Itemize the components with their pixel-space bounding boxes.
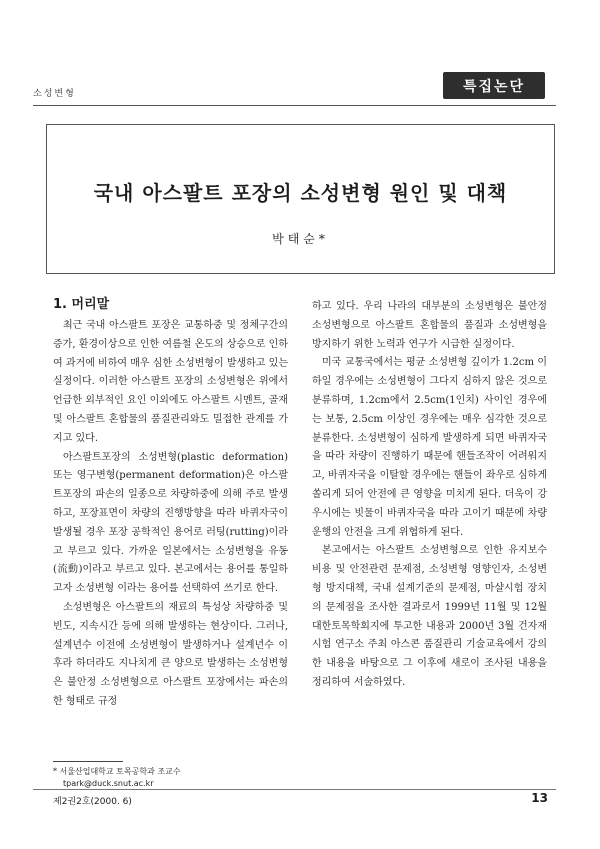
header-rule <box>33 105 556 106</box>
footnote-email: tpark@duck.snut.ac.kr <box>63 779 154 788</box>
body-paragraph: 소성변형은 아스팔트의 재료의 특성상 차량하중 및 빈도, 지속시간 등에 의해 발생하는 현상이다. 그러나, 설계년수 이전에 소성변형이 발생하거나 설계년수 이후라 하더라도 지나치게 큰 양으로 발생하는 소성변형은 불안정 소성변형으로 아스팔트 포장에서는 파손의 한 형태로 규정 <box>53 601 288 707</box>
body-paragraph: 본고에서는 아스팔트 소성변형으로 인한 유지보수 비용 및 안전관련 문제점, 소성변형 영향인자, 소성변형 방지대책, 국내 설계기준의 문제점, 마샬시험 장치의 문제점을 조사한 결과로서 1999년 11월 및 12월 대한토목학회지에 투고한 내용과 2000년 3월 건자재시험 연구소 주최 아스콘 품질관리 기술교육에서 강의한 내용을 바탕으로 그 이후에 새로이 조사된 내용을 정리하여 서술하였다. <box>312 545 547 688</box>
footer-rule <box>33 789 556 790</box>
running-head: 소성변형 <box>33 89 76 99</box>
article-title: 국내 아스팔트 포장의 소성변형 원인 및 대책 <box>93 181 508 205</box>
body-paragraph: 최근 국내 아스팔트 포장은 교통하중 및 정체구간의 증가, 환경이상으로 인한 여름철 온도의 상승으로 인하여 과거에 비하여 매우 심한 소성변형이 발생하고 있는 실정이다. 이러한 아스팔트 포장의 소성변형은 위에서 언급한 외부적인 요인 이외에도 아스팔트 시멘트, 골재 및 아스팔트 혼합물의 품질관리와도 밀접한 관계를 가지고 있다. <box>53 320 288 444</box>
left-column <box>53 296 288 712</box>
page-number: 13 <box>531 791 548 805</box>
footnote <box>53 766 181 790</box>
title-box <box>46 124 555 274</box>
body-paragraph: 하고 있다. 우리 나라의 대부분의 소성변형은 불안정 소성변형으로 아스팔트 혼합물의 품질과 소성변형을 방지하기 위한 노력과 연구가 시급한 실정이다. <box>312 301 547 350</box>
right-column <box>312 298 547 693</box>
section-badge: 특집논단 <box>443 72 545 99</box>
article-author: 박태순* <box>272 232 329 246</box>
footnote-affiliation: * 서울산업대학교 토목공학과 조교수 <box>53 767 181 776</box>
section-heading: 1. 머리말 <box>53 297 110 312</box>
body-paragraph: 아스팔트포장의 소성변형(plastic deformation) 또는 영구변형(permanent deformation)은 아스팔트포장의 파손의 일종으로 차량하중에 의해 주로 발생하고, 포장표면이 차량의 진행방향을 따라 바퀴자국이 발생될 경우 포장 공학적인 용어로 러팅(rutting)이라고 부르고 있다. 가까운 일본에서는 소성변형을 유동(流動)이라고 부르고 있다. 본고에서는 용어를 통일하고자 소성변형 이라는 용어를 선택하여 쓰기로 한다. <box>53 451 288 595</box>
body-paragraph: 미국 교통국에서는 평균 소성변형 깊이가 1.2cm 이하일 경우에는 소성변형이 그다지 심하지 않은 것으로 분류하며, 1.2cm에서 2.5cm(1인치) 사이인 경우에는 보통, 2.5cm 이상인 경우에는 매우 심각한 것으로 분류한다. 소성변형이 심하게 발생하게 되면 바퀴자국을 따라 차량이 진행하기 때문에 핸들조작이 어려워지고, 바퀴자국을 이탈할 경우에는 핸들이 좌우로 심하게 쏠리게 되어 안전에 큰 영향을 미치게 된다. 더욱이 강우시에는 빗물이 바퀴자국을 따라 고이기 때문에 차량운행의 안전을 크게 위협하게 된다. <box>312 357 547 538</box>
issue-info: 제2권2호(2000. 6) <box>53 797 132 807</box>
footnote-rule <box>53 761 123 762</box>
